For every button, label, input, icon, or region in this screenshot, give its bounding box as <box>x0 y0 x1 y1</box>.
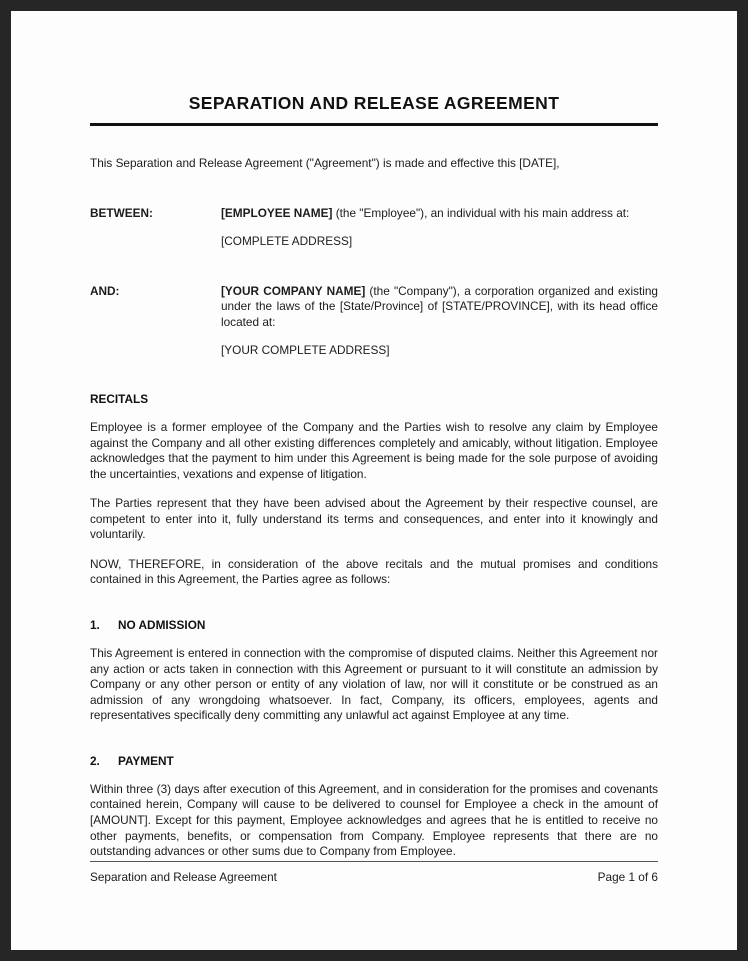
footer-row <box>90 870 658 884</box>
recitals-heading: RECITALS <box>90 391 149 406</box>
company-name-placeholder: [YOUR COMPANY NAME] <box>221 283 366 298</box>
between-label: BETWEEN: <box>90 205 153 220</box>
and-label: AND: <box>90 283 120 298</box>
recitals-paragraph-2: The Parties represent that they have been advised about the Agreement by their respective counsel, are competent to enter into it, fully understand its terms and consequences, and enter into it knowingly and voluntarily. <box>90 496 658 542</box>
recitals-paragraph-3: NOW, THEREFORE, in consideration of the above recitals and the mutual promises and conditions contained in this Agreement, the Parties agree as follows: <box>90 556 658 587</box>
section-1-number: 1. <box>90 618 100 632</box>
recitals-paragraph-1: Employee is a former employee of the Company and the Parties wish to resolve any claim by Employee against the Company and all other existing differences completely and amicably, without litigation. Employee acknowledges that the payment to him under this Agreement is being made for the sole purpose of avoiding the uncertainties, vexations and expense of litigation. <box>90 419 658 481</box>
footer-document-name: Separation and Release Agreement <box>90 870 277 884</box>
intro-paragraph: This Separation and Release Agreement ("Agreement") is made and effective this [DATE], <box>90 156 560 170</box>
section-1-title: NO ADMISSION <box>118 618 206 632</box>
section-2-title: PAYMENT <box>118 753 174 768</box>
footer-divider <box>90 861 658 862</box>
and-rest-text: (the "Company"), a corporation organized and existing under the laws of the [State/Province] of [STATE/PROVINCE], with its head office located at: <box>221 283 658 329</box>
employee-name-placeholder: [EMPLOYEE NAME] <box>221 205 333 220</box>
document-title: SEPARATION AND RELEASE AGREEMENT <box>188 93 560 113</box>
document-page <box>11 11 737 950</box>
and-body <box>221 284 658 359</box>
title-divider <box>90 123 658 126</box>
page-footer <box>90 861 658 884</box>
section-2-number: 2. <box>90 753 100 768</box>
company-address-placeholder: [YOUR COMPLETE ADDRESS] <box>221 343 390 358</box>
between-text <box>221 206 658 222</box>
section-2-body: Within three (3) days after execution of this Agreement, and in consideration for the promises and covenants contained herein, Company will cause to be delivered to counsel for Employee a check in the amount of [AMOUNT]. Except for this payment, Employee acknowledges and agrees that he is entitled to receive no other payments, benefits, or compensation from Company. Employee represents that there are no outstanding advances or other sums due to Company from Employee. <box>90 781 658 859</box>
section-2-heading <box>90 754 658 768</box>
between-rest-text: (the "Employee"), an individual with his main address at: <box>332 205 630 220</box>
section-1-body: This Agreement is entered in connection with the compromise of disputed claims. Neither this Agreement nor any action or acts taken in connection with this Agreement or pursuant to it will constitute an admission by Company or any other person or entity of any violation of law, nor will it constitute or be construed as an admission of any wrongdoing whatsoever. In fact, Company, its officers, employees, agents and representatives specifically deny committing any unlawful act against Employee at any time. <box>90 646 658 723</box>
between-body <box>221 206 658 250</box>
and-row <box>90 284 658 359</box>
section-1-heading <box>90 618 658 632</box>
between-row <box>90 206 658 250</box>
employee-address-placeholder: [COMPLETE ADDRESS] <box>221 234 353 249</box>
footer-page-number: Page 1 of 6 <box>597 870 658 884</box>
and-text <box>221 284 658 331</box>
